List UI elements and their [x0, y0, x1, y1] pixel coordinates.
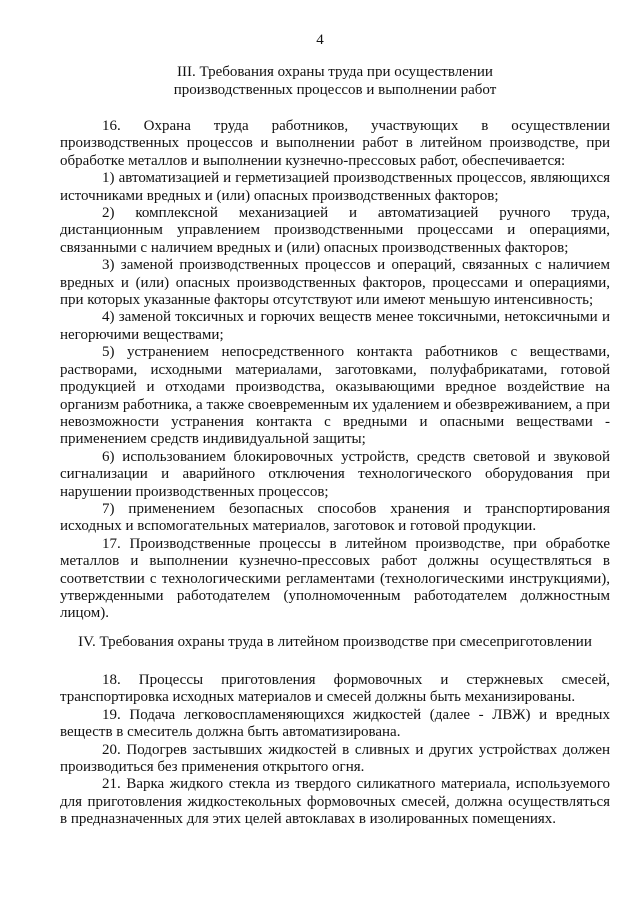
paragraph-20: 20. Подогрев застывших жидкостей в сливных и других устройствах должен производиться без применения открытого огня. [60, 741, 610, 776]
paragraph-21: 21. Варка жидкого стекла из твердого силикатного материала, используемого для приготовления жидкостекольных формовочных смесей, должна осуществляться в предназначенных для этих целей автоклавах в изолированных помещениях. [60, 776, 610, 828]
paragraph-19: 19. Подача легковоспламеняющихся жидкостей (далее - ЛВЖ) и вредных веществ в смеситель должна быть автоматизирована. [60, 706, 610, 741]
section-3-title-line-1: III. Требования охраны труда при осуществлении [177, 64, 493, 80]
list-item-2: 2) комплексной механизацией и автоматизацией ручного труда, дистанционным управлением производственными процессами и операциями, связанными с наличием вредных и (или) опасных производственных факторов; [60, 205, 610, 256]
paragraph-17: 17. Производственные процессы в литейном производстве, при обработке металлов и выполнении кузнечно-прессовых работ должны осуществляться в соответствии с технологическими регламентами (технологическими инструкциями), утвержденными работодателем (уполномоченным работодателем должностным лицом). [60, 535, 610, 622]
section-4-body [60, 672, 610, 829]
list-item-6: 6) использованием блокировочных устройств, средств световой и звуковой сигнализации и аварийного отключения технологического оборудования при нарушении производственных процессов; [60, 448, 610, 500]
list-item-7: 7) применением безопасных способов хранения и транспортирования исходных и вспомогательных материалов, заготовок и готовой продукции. [60, 500, 610, 535]
paragraph-16: 16. Охрана труда работников, участвующих в осуществлении производственных процессов и выполнении работ в литейном производстве, при обработке металлов и выполнении кузнечно-прессовых работ, обеспечивается: [60, 118, 610, 169]
list-item-4: 4) заменой токсичных и горючих веществ менее токсичными, нетоксичными и негорючими веществами; [60, 309, 610, 343]
section-3-body [60, 118, 610, 623]
list-item-1: 1) автоматизацией и герметизацией производственных процессов, являющихся источниками вредных и (или) опасных производственных факторов; [60, 170, 610, 204]
list-item-5: 5) устранением непосредственного контакта работников с веществами, растворами, исходными материалами, заготовками, полуфабрикатами, готовой продукцией и отходами производства, оказывающими вредное воздействие на организм работника, а также своевременным их удалением и обезвреживанием, а при невозможности устранения контакта с вредными и опасными веществами - применением средств индивидуальной защиты; [60, 344, 610, 448]
section-3-title-line-2: производственных процессов и выполнении работ [173, 81, 497, 98]
section-4-title: IV. Требования охраны труда в литейном производстве при смесеприготовлении [78, 634, 592, 650]
section-3-title [60, 64, 610, 99]
list-item-3: 3) заменой производственных процессов и операций, связанных с наличием вредных и (или) опасных производственных факторов, процессами и операциями, при которых указанные факторы отсутствуют или имеют меньшую интенсивность; [60, 257, 610, 309]
page-number: 4 [316, 32, 324, 48]
paragraph-18: 18. Процессы приготовления формовочных и стержневых смесей, транспортировка исходных материалов и смесей должны быть механизированы. [60, 672, 610, 706]
